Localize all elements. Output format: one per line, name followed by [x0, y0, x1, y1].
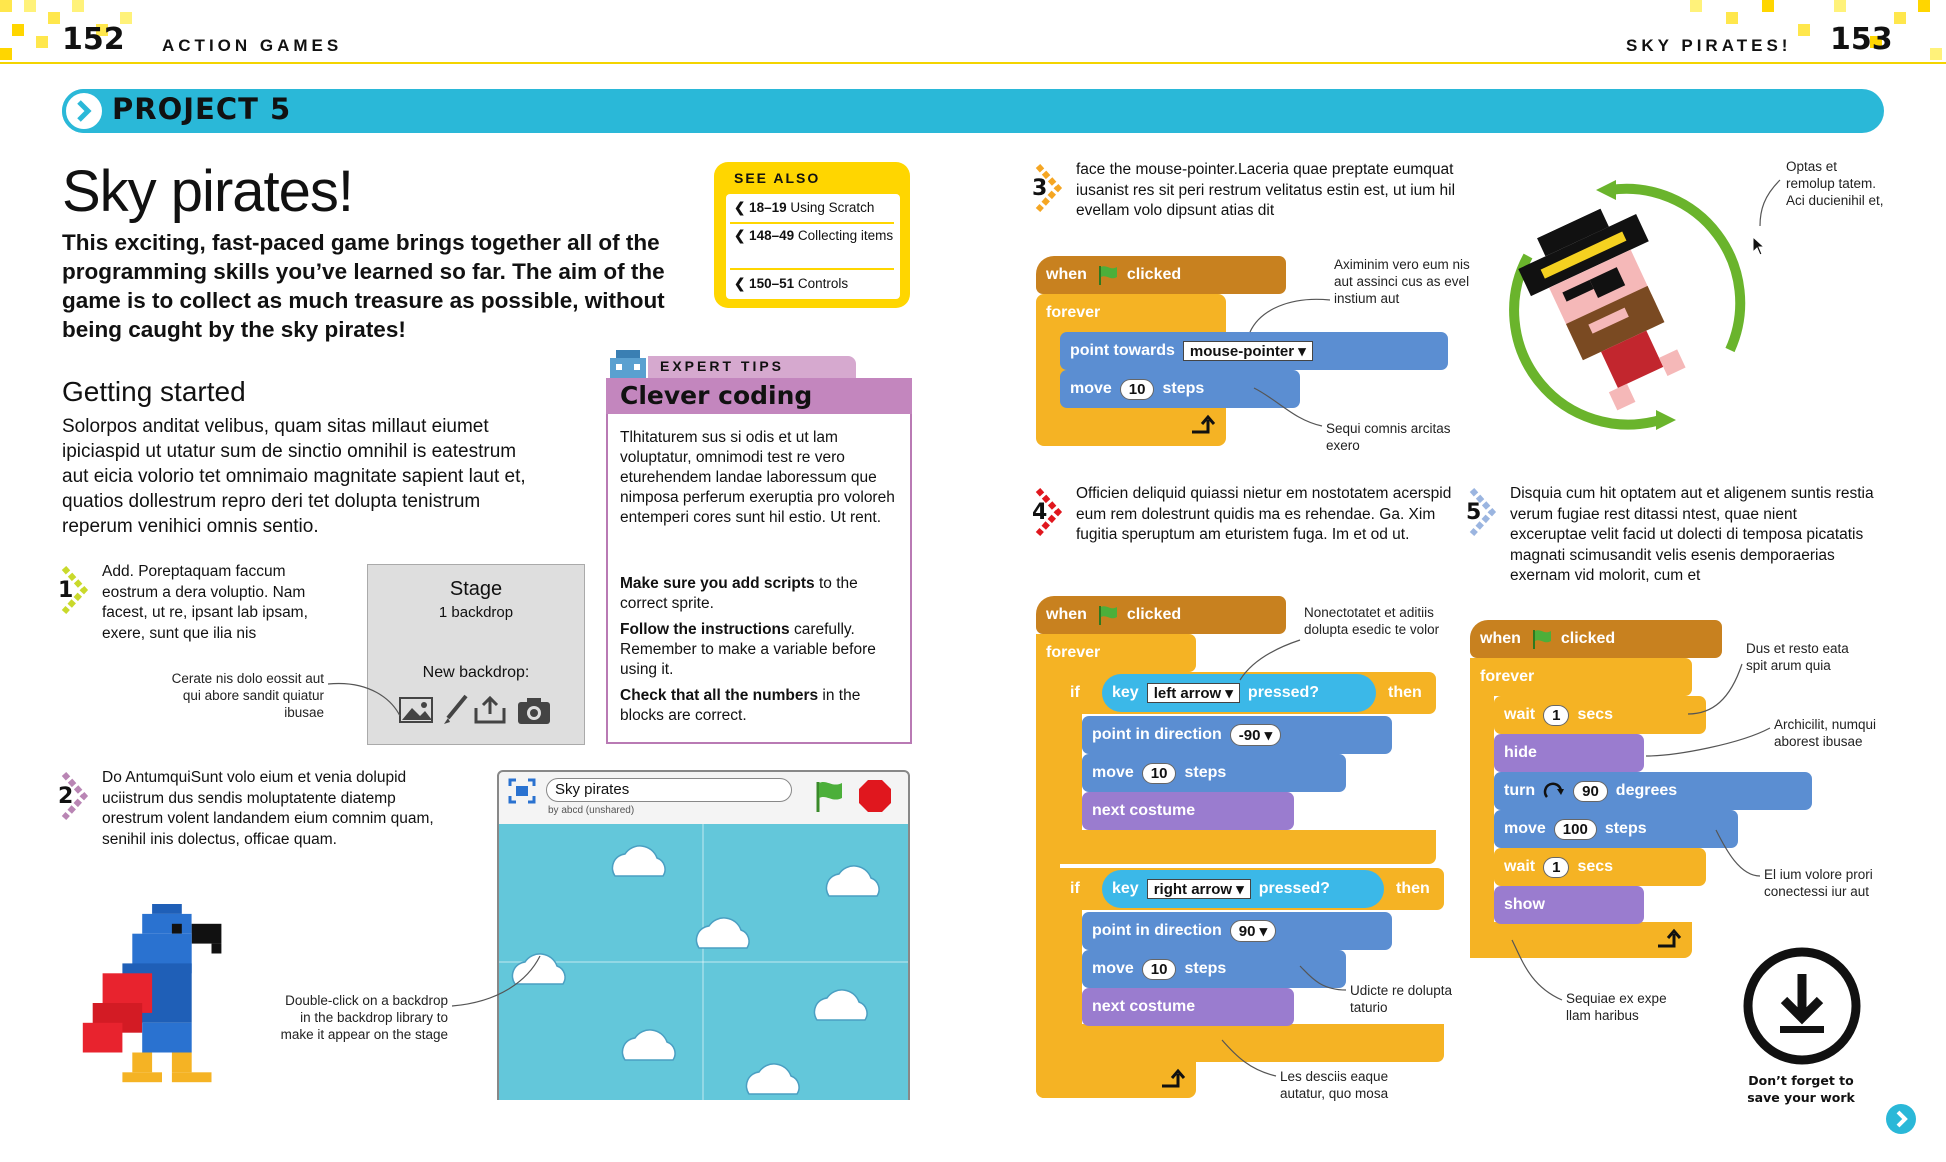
rotate-clockwise-icon — [1543, 781, 1565, 801]
tip-item: Follow the instructions carefully. Remember to make a variable before using it. — [620, 621, 876, 678]
left-running-head: ACTION GAMES — [162, 36, 343, 55]
step-number: 2 — [58, 784, 74, 809]
hide-block[interactable]: hide — [1494, 734, 1644, 772]
then-label: then — [1388, 684, 1422, 701]
stage-title: Stage — [449, 578, 503, 600]
paintbrush-icon[interactable] — [440, 694, 470, 726]
wait-secs-block[interactable]: wait 1 secs — [1494, 848, 1706, 886]
see-also-item[interactable]: ❮ 18–19 Using Scratch — [734, 200, 875, 215]
save-note: Don’t forget to save your work — [1747, 1073, 1855, 1105]
chevron-right-icon — [1886, 1104, 1916, 1134]
annotation: El ium volore prori conectessi iur aut — [1764, 867, 1873, 899]
step-text: Add. Poreptaquam faccum eostrum a dera voluptio. Nam facest, ut re, ipsant lab ipsam, exere, sunt que ilia nis — [102, 563, 308, 642]
image-icon[interactable] — [398, 694, 434, 726]
section-body: Solorpos anditat velibus, quam sitas millaut eiumet ipiciaspid ut utatur sum de sinctio omnihil is eatestrum aut eicia volorio tet omnimaio magnitate sapient laut et, quatios dollestrum repro deri tet dolupta tenistrum reperum venihici omnis sentio. — [62, 416, 526, 537]
then-label: then — [1396, 880, 1430, 897]
move-steps-block[interactable]: move 10 steps — [1060, 370, 1300, 408]
target-dropdown[interactable]: mouse-pointer ▾ — [1183, 341, 1313, 361]
camera-icon[interactable] — [516, 694, 552, 726]
turn-degrees-block[interactable]: turn 90 degrees — [1494, 772, 1812, 810]
step-number: 5 — [1466, 500, 1482, 525]
clouds-backdrop — [499, 824, 908, 1100]
show-block[interactable]: show — [1494, 886, 1644, 924]
tip-item: Check that all the numbers in the blocks are correct. — [620, 687, 861, 724]
forever-label: forever — [1480, 668, 1535, 685]
save-download-icon — [1742, 946, 1862, 1066]
forever-block-script3[interactable] — [1470, 658, 1494, 958]
next-costume-block[interactable]: next costume — [1082, 792, 1294, 830]
green-flag-icon — [1095, 603, 1119, 627]
page-header — [0, 0, 1946, 64]
key-dropdown[interactable]: left arrow ▾ — [1147, 683, 1240, 703]
see-also-item[interactable]: ❮ 150–51 Controls — [734, 276, 849, 291]
chevron-right-icon — [62, 89, 106, 133]
move-steps-block[interactable]: move 10 steps — [1082, 754, 1346, 792]
step-text: Do AntumquiSunt volo eium et venia dolupid uciistrum dus sendis moluptatente diatemp orestrum volent landandem eium comnim quam, senihil inis dolectus, officae quam. — [102, 769, 434, 848]
next-page-button[interactable] — [1886, 1104, 1916, 1134]
intro-text: This exciting, fast-paced game brings together all of the programming skills you’ve learned so far. The aim of the game is to collect as much treasure as possible, without being caught by the sky pirates! — [62, 230, 665, 342]
annotation: Aximinim vero eum nis aut assinci cus as evel instium aut — [1334, 257, 1470, 306]
right-page-number: 153 — [1830, 22, 1893, 57]
loop-arrow-icon — [1656, 928, 1682, 950]
robot-icon — [606, 348, 650, 378]
stop-icon[interactable] — [858, 779, 892, 813]
move-steps-block[interactable]: move 10 steps — [1082, 950, 1346, 988]
annotation: Sequi comnis arcitas exero — [1326, 421, 1451, 453]
next-costume-block[interactable]: next costume — [1082, 988, 1294, 1026]
forever-label: forever — [1046, 304, 1101, 321]
green-flag-icon[interactable] — [812, 778, 846, 814]
project-name-field[interactable]: Sky pirates — [546, 778, 792, 802]
key-dropdown[interactable]: right arrow ▾ — [1147, 879, 1251, 899]
annotation: Dus et resto eata spit arum quia — [1746, 641, 1849, 673]
fullscreen-icon[interactable] — [508, 778, 536, 804]
point-direction-block[interactable]: point in direction -90 ▾ — [1082, 716, 1392, 754]
annotation: Archicilit, numqui aborest ibusae — [1774, 717, 1877, 749]
project-label: PROJECT 5 — [112, 92, 292, 126]
annotation: Optas et remolup tatem. Aci ducienihil et, — [1786, 159, 1884, 208]
loop-arrow-icon — [1160, 1068, 1186, 1090]
step-number: 1 — [58, 578, 74, 603]
when-flag-clicked-block[interactable]: when clicked — [1036, 256, 1286, 294]
if-label: if — [1070, 684, 1080, 701]
see-also-item[interactable]: ❮ 148–49 Collecting items — [734, 228, 894, 243]
wait-secs-block[interactable]: wait 1 secs — [1494, 696, 1706, 734]
direction-dropdown[interactable]: 90 ▾ — [1230, 920, 1276, 942]
expert-tips-label: EXPERT TIPS — [660, 358, 785, 374]
green-flag-icon — [1095, 263, 1119, 287]
upload-icon[interactable] — [472, 694, 508, 726]
key-pressed-block[interactable]: key left arrow ▾ pressed? — [1102, 674, 1376, 712]
backdrop-count: 1 backdrop — [438, 604, 514, 621]
forever-block-script2[interactable] — [1036, 634, 1060, 1098]
green-flag-icon — [1529, 627, 1553, 651]
point-towards-block[interactable]: point towards mouse-pointer ▾ — [1060, 332, 1448, 370]
annotation: Nonectotatet et aditiis dolupta esedic te volor — [1304, 605, 1440, 637]
new-backdrop-label: New backdrop: — [422, 664, 530, 681]
tip-item: Make sure you add scripts to the correct sprite. — [620, 575, 858, 612]
stage-note: Cerate nis dolo eossit aut qui abore sandit quiatur ibusae — [171, 671, 324, 720]
step-number: 3 — [1032, 176, 1048, 201]
expert-tips-title: Clever coding — [620, 381, 813, 410]
loop-arrow-icon — [1190, 414, 1216, 436]
annotation: Sequiae ex expe llam haribus — [1566, 991, 1667, 1023]
forever-label: forever — [1046, 644, 1101, 661]
point-direction-block[interactable]: point in direction 90 ▾ — [1082, 912, 1392, 950]
when-flag-clicked-block[interactable]: when clicked — [1470, 620, 1722, 658]
left-page-number: 152 — [62, 22, 125, 57]
project-bar — [62, 89, 1884, 133]
page-title: Sky pirates! — [62, 159, 353, 224]
when-flag-clicked-block[interactable]: when clicked — [1036, 596, 1286, 634]
step-text: face the mouse-pointer.Laceria quae preptate eumquat iusanist res sit peri restrum velitatus estin est, ut ium hil evellam volo dipsunt atias dit — [1076, 161, 1456, 219]
annotation: Les desciis eaque autatur, quo mosa — [1280, 1069, 1389, 1101]
step-text: Officien deliquid quiassi nietur em nostotatem acerspid eum rem dolestrunt quidis ma es rehendae. Ga. Xim fugitia speruptum am eturistem fuga. Im et od ut. — [1076, 485, 1452, 543]
stage-window-note: Double-click on a backdrop in the backdrop library to make it appear on the stage — [280, 993, 448, 1042]
step-text: Disquia cum hit optatem aut et aligenem suntis restia verum fugiae rest ditassi ntest, quae nient exceruptae velit facid ut dolecti di temposa picatatis magnati scimusandit velis esenis demporaerias exernam vid molorit, cum et — [1510, 485, 1874, 584]
right-running-head: SKY PIRATES! — [1626, 36, 1792, 55]
move-steps-block[interactable]: move 100 steps — [1494, 810, 1738, 848]
annotation: Udicte re dolupta taturio — [1350, 983, 1453, 1015]
expert-tips-para: Tlhitaturem sus si odis et ut lam voluptatur, omnimodi test re vero eturehendem landae laboressum que nimposa perferum exeruptia pro voloreh entemperi cores sunt hil estio. Ut rent. — [620, 429, 895, 526]
cursor-icon — [1752, 236, 1766, 256]
project-byline: by abcd (unshared) — [548, 805, 635, 816]
see-also-heading: SEE ALSO — [734, 170, 821, 186]
section-heading: Getting started — [62, 376, 246, 407]
direction-dropdown[interactable]: -90 ▾ — [1230, 724, 1281, 746]
step-number: 4 — [1032, 500, 1048, 525]
if-label: if — [1070, 880, 1080, 897]
key-pressed-block[interactable]: key right arrow ▾ pressed? — [1102, 870, 1384, 908]
parrot-sprite — [82, 904, 242, 1102]
